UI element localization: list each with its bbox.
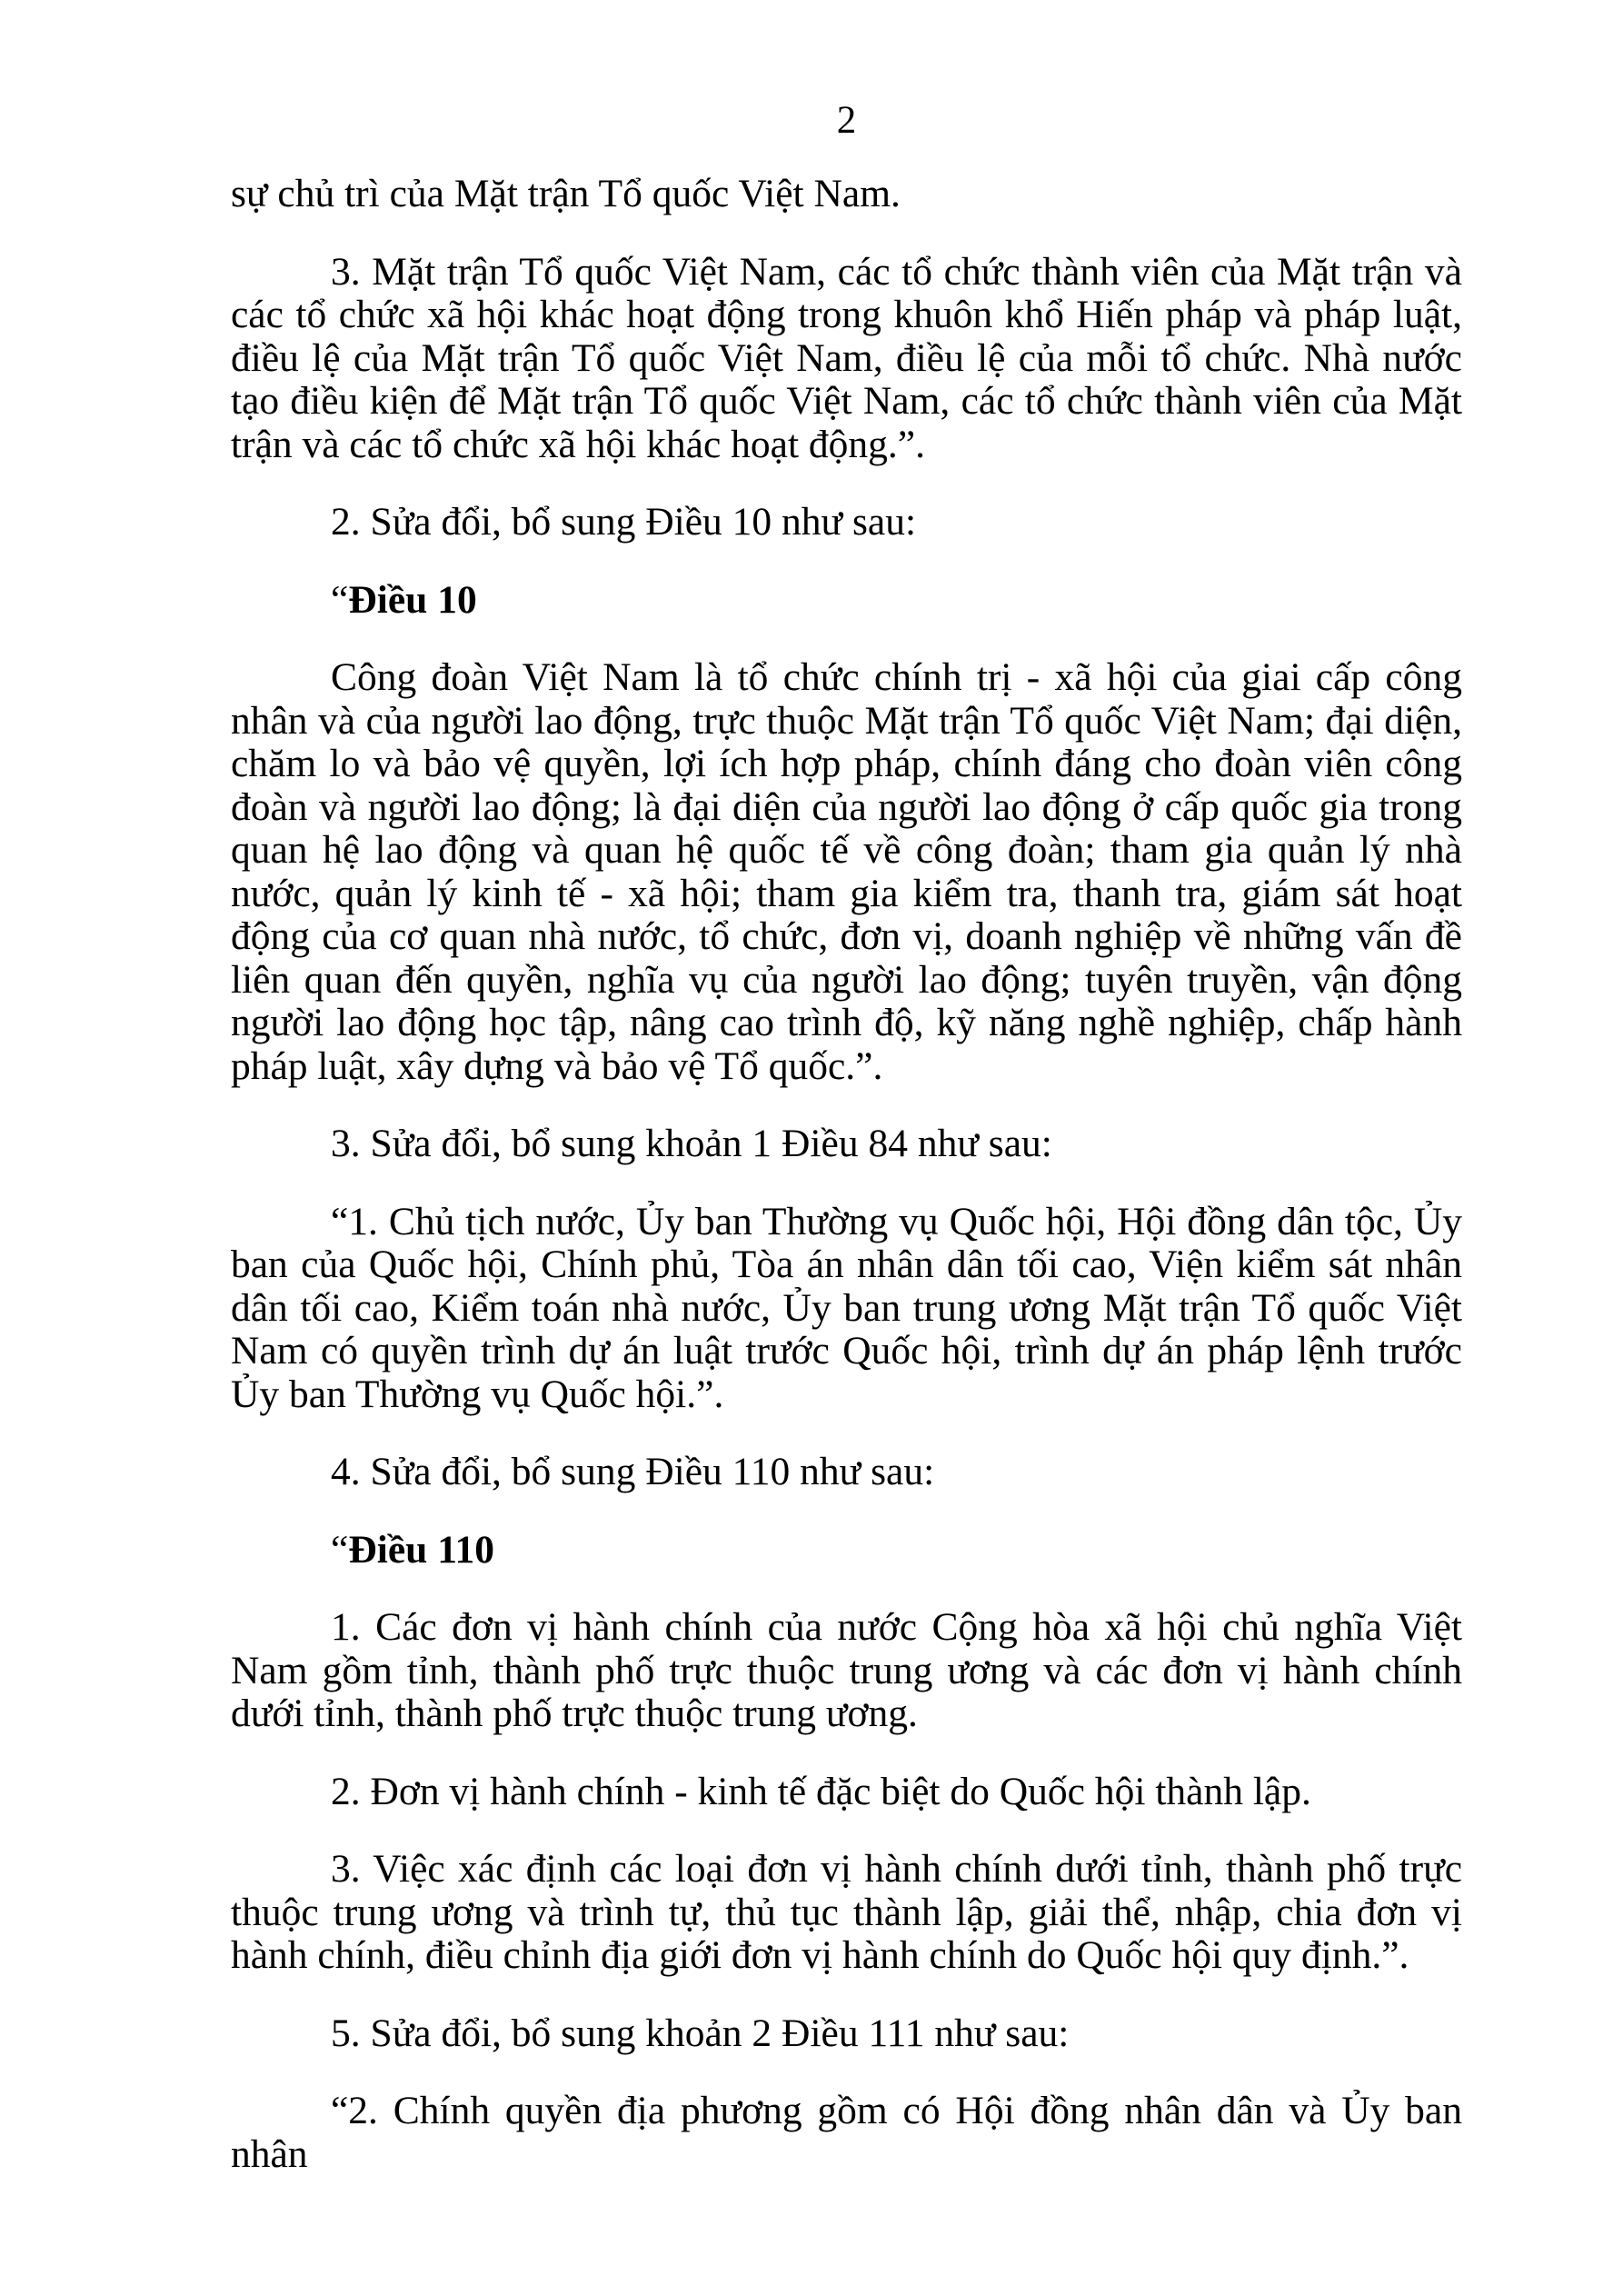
- document-page: [231, 0, 1462, 2296]
- heading-article-10: [231, 579, 1462, 623]
- paragraph-amendment-4: 4. Sửa đổi, bổ sung Điều 110 như sau:: [331, 1450, 935, 1493]
- paragraph-article-111-clause-2: “2. Chính quyền địa phương gồm có Hội đồng nhân dân và Ủy ban nhân: [231, 2089, 1462, 2176]
- heading-quote: “: [331, 1527, 349, 1572]
- paragraph-clause-3: 3. Mặt trận Tổ quốc Việt Nam, các tổ chức thành viên của Mặt trận và các tổ chức xã hội khác hoạt động trong khuôn khổ Hiến pháp và pháp luật, điều lệ của Mặt trận Tổ quốc Việt Nam, điều lệ của mỗi tổ chức. Nhà nước tạo điều kiện để Mặt trận Tổ quốc Việt Nam, các tổ chức thành viên của Mặt trận và các tổ chức xã hội khác hoạt động.”.: [231, 249, 1462, 466]
- paragraph-article-84-clause-1: “1. Chủ tịch nước, Ủy ban Thường vụ Quốc hội, Hội đồng dân tộc, Ủy ban của Quốc hội, Chính phủ, Tòa án nhân dân tối cao, Viện kiểm sát nhân dân tối cao, Kiểm toán nhà nước, Ủy ban trung ương Mặt trận Tổ quốc Việt Nam có quyền trình dự án luật trước Quốc hội, trình dự án pháp lệnh trước Ủy ban Thường vụ Quốc hội.”.: [231, 1199, 1462, 1416]
- paragraph-amendment-2: 2. Sửa đổi, bổ sung Điều 10 như sau:: [331, 500, 917, 544]
- paragraph-article-110-clause-3: 3. Việc xác định các loại đơn vị hành chính dưới tỉnh, thành phố trực thuộc trung ương và trình tự, thủ tục thành lập, giải thể, nhập, chia đơn vị hành chính, điều chỉnh địa giới đơn vị hành chính do Quốc hội quy định.”.: [231, 1847, 1462, 1977]
- heading-article-110-title: Điều 110: [348, 1527, 495, 1572]
- heading-article-10-title: Điều 10: [348, 577, 477, 622]
- heading-article-110: [231, 1529, 1462, 1572]
- document-body: [231, 173, 1462, 2211]
- paragraph-amendment-5: 5. Sửa đổi, bổ sung khoản 2 Điều 111 như sau:: [331, 2011, 1070, 2055]
- paragraph-amendment-3: 3. Sửa đổi, bổ sung khoản 1 Điều 84 như sau:: [331, 1122, 1052, 1165]
- paragraph-article-110-clause-2: 2. Đơn vị hành chính - kinh tế đặc biệt do Quốc hội thành lập.: [331, 1769, 1311, 1813]
- heading-quote: “: [331, 577, 349, 622]
- paragraph-article-10-body: Công đoàn Việt Nam là tổ chức chính trị - xã hội của giai cấp công nhân và của người lao động, trực thuộc Mặt trận Tổ quốc Việt Nam; đại diện, chăm lo và bảo vệ quyền, lợi ích hợp pháp, chính đáng cho đoàn viên công đoàn và người lao động; là đại diện của người lao động ở cấp quốc gia trong quan hệ lao động và quan hệ quốc tế về công đoàn; tham gia quản lý nhà nước, quản lý kinh tế - xã hội; tham gia kiểm tra, thanh tra, giám sát hoạt động của cơ quan nhà nước, tổ chức, đơn vị, doanh nghiệp về những vấn đề liên quan đến quyền, nghĩa vụ của người lao động; tuyên truyền, vận động người lao động học tập, nâng cao trình độ, kỹ năng nghề nghiệp, chấp hành pháp luật, xây dựng và bảo vệ Tổ quốc.”.: [231, 655, 1462, 1088]
- paragraph-continuation: sự chủ trì của Mặt trận Tổ quốc Việt Nam.: [231, 172, 901, 215]
- paragraph-article-110-clause-1: 1. Các đơn vị hành chính của nước Cộng hòa xã hội chủ nghĩa Việt Nam gồm tỉnh, thành phố trực thuộc trung ương và các đơn vị hành chính dưới tỉnh, thành phố trực thuộc trung ương.: [231, 1605, 1462, 1735]
- page-number: 2: [836, 99, 857, 142]
